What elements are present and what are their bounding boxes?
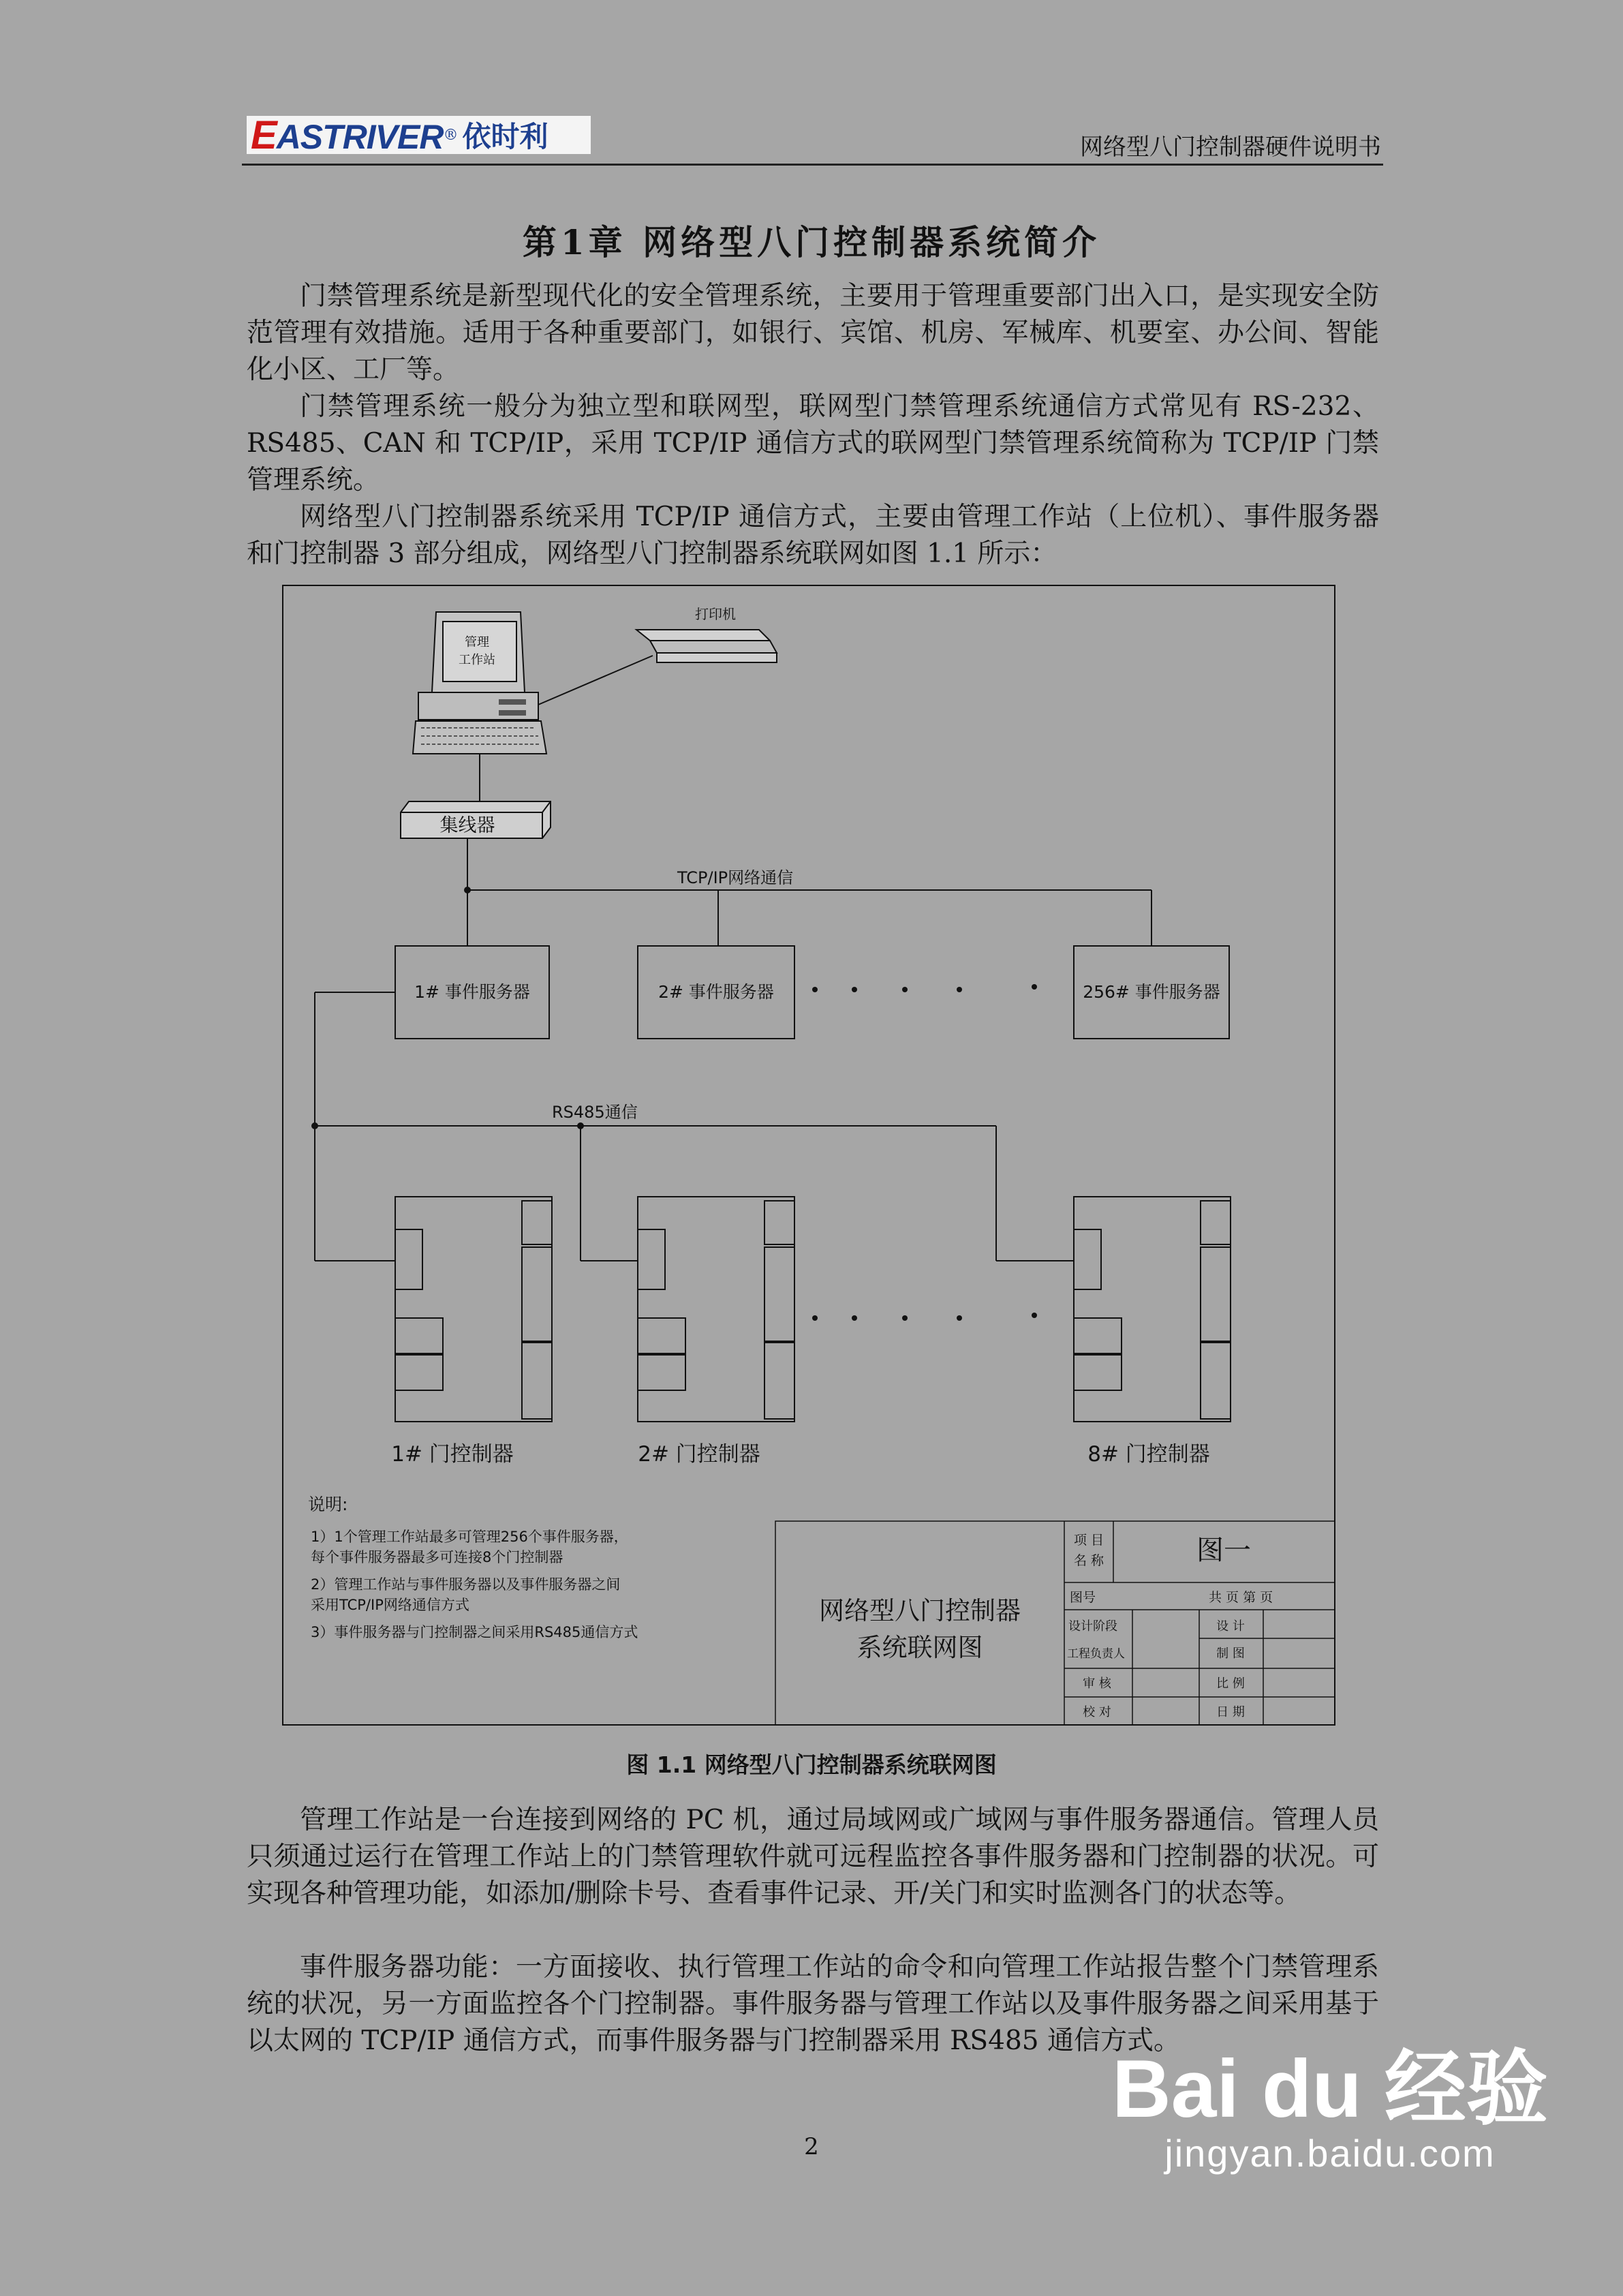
header-rule bbox=[242, 164, 1383, 166]
company-logo bbox=[247, 112, 591, 157]
controller-8 bbox=[1074, 1197, 1231, 1422]
note-line-2: 每个事件服务器最多可连接8个门控制器 bbox=[311, 1549, 563, 1565]
controller-8-label: 8# 门控制器 bbox=[1087, 1442, 1210, 1467]
watermark-main: Bai du 经验 bbox=[1111, 2043, 1548, 2134]
tcpip-label: TCP/IP网络通信 bbox=[677, 868, 794, 887]
controller-1-label: 1# 门控制器 bbox=[391, 1442, 514, 1467]
date-label: 日 期 bbox=[1216, 1705, 1245, 1719]
project-value: 图一 bbox=[1196, 1535, 1251, 1566]
logo-cn: 依时利 bbox=[462, 120, 548, 153]
note-line-1: 1）1个管理工作站最多可管理256个事件服务器， bbox=[311, 1529, 628, 1545]
controller-2 bbox=[638, 1197, 794, 1422]
event-server-1-label: 1# 事件服务器 bbox=[414, 982, 530, 1002]
paragraph-4: 管理工作站是一台连接到网络的 PC 机，通过局域网或广域网与事件服务器通信。管理人员只须通过运行在管理工作站上的门禁管理软件就可远程监控各事件服务器和门控制器的状况。可实现各种管理功能，如添加/删除卡号、查看事件记录、开/关门和实时监测各门的状态等。 bbox=[247, 1805, 1379, 1909]
watermark-sub: jingyan.baidu.com bbox=[1164, 2132, 1496, 2175]
controller-2-label: 2# 门控制器 bbox=[638, 1442, 760, 1467]
drawing-no-label: 图号 bbox=[1070, 1590, 1096, 1605]
logo-text-rest: ASTRIVER bbox=[276, 117, 444, 156]
notes-title: 说明: bbox=[308, 1495, 348, 1514]
engineer-label: 工程负责人 bbox=[1067, 1647, 1125, 1661]
note-line-3: 2）管理工作站与事件服务器以及事件服务器之间 bbox=[311, 1576, 621, 1593]
logo-registered: ® bbox=[443, 126, 459, 144]
project-label-2: 名 称 bbox=[1073, 1553, 1104, 1568]
design-label: 设 计 bbox=[1216, 1619, 1245, 1634]
network-diagram bbox=[282, 585, 1335, 1726]
drawn-label: 制 图 bbox=[1216, 1647, 1245, 1661]
note-line-5: 3）事件服务器与门控制器之间采用RS485通信方式 bbox=[311, 1624, 638, 1640]
event-server-256-label: 256# 事件服务器 bbox=[1083, 982, 1220, 1002]
paragraph-1: 门禁管理系统是新型现代化的安全管理系统，主要用于管理重要部门出入口，是实现安全防范管理有效措施。适用于各种重要部门，如银行、宾馆、机房、军械库、机要室、办公间、智能化小区、工厂等。 bbox=[247, 281, 1379, 385]
printer-icon bbox=[636, 630, 777, 662]
title-block-name-line2: 系统联网图 bbox=[856, 1633, 983, 1662]
paragraph-5: 事件服务器功能：一方面接收、执行管理工作站的命令和向管理工作站报告整个门禁管理系统的状况，另一方面监控各个门控制器。事件服务器与管理工作站以及事件服务器之间采用基于以太网的 TCP/IP 通信方式，而事件服务器与门控制器采用 RS485 通信方式。 bbox=[247, 1952, 1379, 2056]
scale-label: 比 例 bbox=[1216, 1677, 1245, 1691]
note-line-4: 采用TCP/IP网络通信方式 bbox=[311, 1597, 469, 1613]
figure-caption: 图 1.1 网络型八门控制器系统联网图 bbox=[626, 1751, 997, 1778]
check-label: 校 对 bbox=[1083, 1705, 1111, 1719]
project-label-1: 项 目 bbox=[1073, 1533, 1104, 1548]
chapter-title: 第1章 网络型八门控制器系统简介 bbox=[522, 222, 1101, 262]
printer-label: 打印机 bbox=[695, 606, 736, 622]
page-number: 2 bbox=[804, 2133, 819, 2160]
workstation-icon bbox=[413, 612, 546, 754]
rs485-label: RS485通信 bbox=[552, 1103, 638, 1122]
review-label: 审 核 bbox=[1083, 1677, 1111, 1691]
design-stage-label: 设计阶段 bbox=[1068, 1619, 1117, 1634]
title-block-name-line1: 网络型八门控制器 bbox=[819, 1596, 1021, 1625]
document-title: 网络型八门控制器硬件说明书 bbox=[1080, 134, 1381, 161]
paragraph-3: 网络型八门控制器系统采用 TCP/IP 通信方式，主要由管理工作站（上位机）、事件服务器和门控制器 3 部分组成，网络型八门控制器系统联网如图 1.1 所示： bbox=[247, 502, 1379, 569]
baidu-watermark bbox=[1111, 2043, 1548, 2177]
paragraph-2: 门禁管理系统一般分为独立型和联网型，联网型门禁管理系统通信方式常见有 RS-232、RS485、CAN 和 TCP/IP，采用 TCP/IP 通信方式的联网型门禁管理系统简称为 TCP/IP 门禁管理系统。 bbox=[247, 391, 1379, 495]
workstation-label-line1: 管理 bbox=[465, 635, 489, 649]
workstation-label-line2: 工作站 bbox=[459, 653, 495, 667]
hub-label: 集线器 bbox=[439, 815, 495, 836]
server-ellipsis bbox=[812, 984, 1037, 992]
controller-ellipsis bbox=[812, 1313, 1037, 1321]
logo-text: EASTRIVER bbox=[251, 112, 444, 157]
pages-label: 共 页 第 页 bbox=[1209, 1590, 1273, 1605]
event-server-2-label: 2# 事件服务器 bbox=[658, 982, 774, 1002]
controller-1 bbox=[395, 1197, 552, 1422]
